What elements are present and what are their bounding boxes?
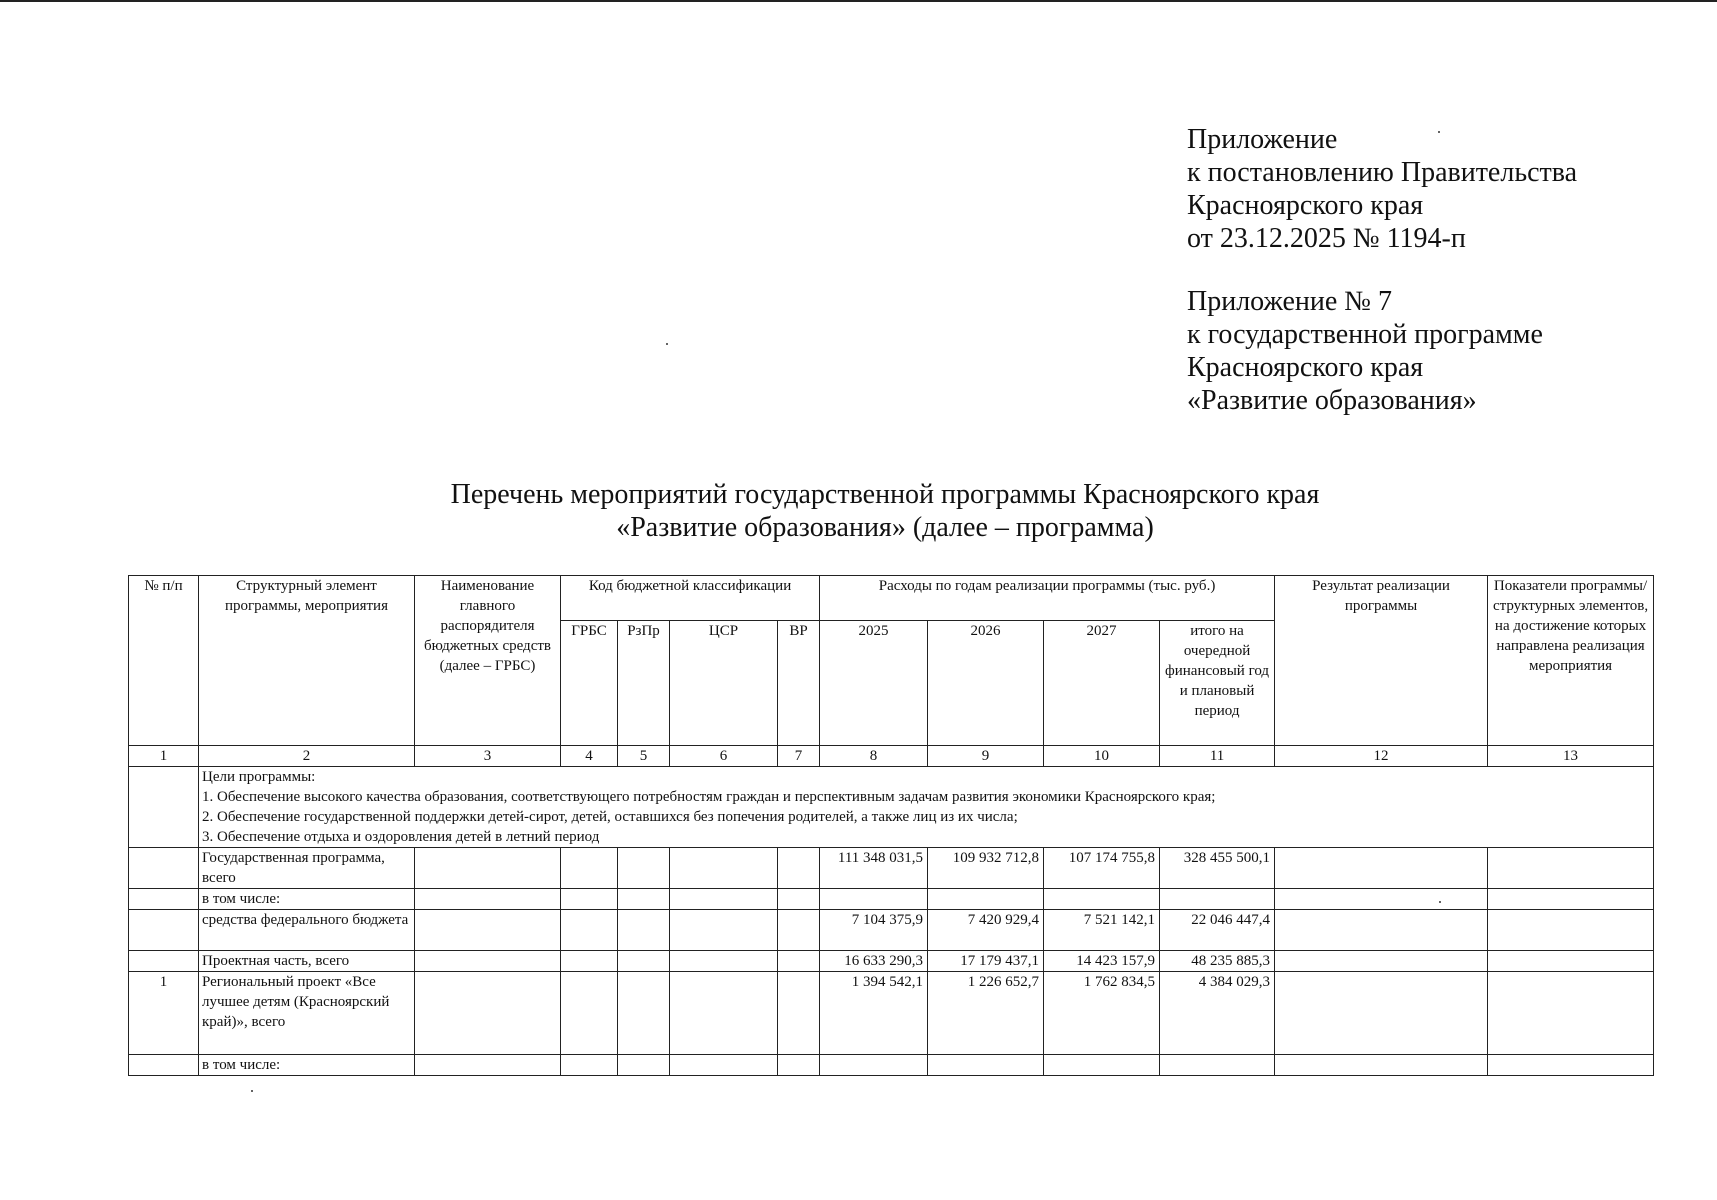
- scan-speck: [1439, 901, 1441, 903]
- goals-empty-cell: [129, 767, 199, 848]
- empty-cell: [670, 1055, 778, 1076]
- empty-cell: [778, 1055, 820, 1076]
- empty-cell: [778, 910, 820, 951]
- column-number: 13: [1488, 746, 1654, 767]
- row-value-total: 22 046 447,4: [1160, 910, 1275, 951]
- header-result: Результат реализации программы: [1275, 576, 1488, 746]
- header-expenses: Расходы по годам реализации программы (тыс. руб.): [820, 576, 1275, 621]
- empty-cell: [618, 848, 670, 889]
- row-value-2027: 14 423 157,9: [1044, 951, 1160, 972]
- table-row: [129, 1055, 1654, 1076]
- column-number: 5: [618, 746, 670, 767]
- empty-cell: [778, 889, 820, 910]
- appendix-block-program: [1187, 285, 1543, 417]
- column-number: 12: [1275, 746, 1488, 767]
- goals-row: [129, 767, 1654, 848]
- header-num: № п/п: [129, 576, 199, 746]
- goals-heading: Цели программы:: [202, 769, 316, 785]
- row-value-2027: 1 762 834,5: [1044, 972, 1160, 1055]
- measures-table: [128, 575, 1654, 1076]
- column-number: 9: [928, 746, 1044, 767]
- empty-cell: [1275, 972, 1488, 1055]
- column-number: 2: [199, 746, 415, 767]
- empty-cell: [1488, 972, 1654, 1055]
- table-row: [129, 848, 1654, 889]
- appendix-line: к постановлению Правительства: [1187, 157, 1578, 188]
- scan-speck: [666, 343, 668, 345]
- column-number: 1: [129, 746, 199, 767]
- empty-cell: [561, 910, 618, 951]
- row-value-2025: 1 394 542,1: [820, 972, 928, 1055]
- header-vr: ВР: [778, 621, 820, 746]
- row-value-2026: 7 420 929,4: [928, 910, 1044, 951]
- empty-cell: [1488, 910, 1654, 951]
- row-value-2025: 16 633 290,3: [820, 951, 928, 972]
- goal-item: 1. Обеспечение высокого качества образования, соответствующего потребностям граждан и перспективным задачам развития экономики Красноярского края;: [202, 789, 1216, 805]
- row-name: Проектная часть, всего: [199, 951, 415, 972]
- row-value-total: [1160, 1055, 1275, 1076]
- empty-cell: [778, 848, 820, 889]
- row-value-2025: 7 104 375,9: [820, 910, 928, 951]
- table-row: [129, 910, 1654, 951]
- row-value-2026: 1 226 652,7: [928, 972, 1044, 1055]
- appendix-line: Красноярского края: [1187, 190, 1424, 221]
- empty-cell: [618, 910, 670, 951]
- empty-cell: [1275, 848, 1488, 889]
- empty-cell: [1488, 951, 1654, 972]
- empty-cell: [561, 889, 618, 910]
- column-number: 10: [1044, 746, 1160, 767]
- column-number: 6: [670, 746, 778, 767]
- empty-cell: [778, 972, 820, 1055]
- empty-cell: [1275, 951, 1488, 972]
- empty-cell: [561, 1055, 618, 1076]
- goals-cell: [199, 767, 1654, 848]
- header-grbs-name: Наименование главного распорядителя бюджетных средств (далее – ГРБС): [415, 576, 561, 746]
- row-value-total: [1160, 889, 1275, 910]
- row-name: в том числе:: [199, 889, 415, 910]
- empty-cell: [415, 1055, 561, 1076]
- header-csr: ЦСР: [670, 621, 778, 746]
- empty-cell: [561, 848, 618, 889]
- empty-cell: [415, 848, 561, 889]
- header-2026: 2026: [928, 621, 1044, 746]
- empty-cell: [415, 910, 561, 951]
- scan-speck: [251, 1090, 253, 1092]
- empty-cell: [1488, 1055, 1654, 1076]
- row-value-2025: 111 348 031,5: [820, 848, 928, 889]
- goal-item: 3. Обеспечение отдыха и оздоровления детей в летний период: [202, 829, 600, 845]
- table-row: [129, 889, 1654, 910]
- row-num: [129, 910, 199, 951]
- empty-cell: [618, 951, 670, 972]
- header-total: итого на очередной финансовый год и плановый период: [1160, 621, 1275, 746]
- header-indicators: Показатели программы/ структурных элементов, на достижение которых направлена реализация мероприятия: [1488, 576, 1654, 746]
- row-value-total: 48 235 885,3: [1160, 951, 1275, 972]
- scan-speck: [1438, 131, 1440, 133]
- header-2025: 2025: [820, 621, 928, 746]
- row-value-2026: [928, 1055, 1044, 1076]
- header-budget-code: Код бюджетной классификации: [561, 576, 820, 621]
- empty-cell: [670, 972, 778, 1055]
- row-num: [129, 848, 199, 889]
- row-value-2026: 17 179 437,1: [928, 951, 1044, 972]
- column-number: 11: [1160, 746, 1275, 767]
- document-title: [0, 478, 1717, 544]
- column-number: 8: [820, 746, 928, 767]
- empty-cell: [1275, 1055, 1488, 1076]
- row-value-2025: [820, 1055, 928, 1076]
- empty-cell: [415, 951, 561, 972]
- row-value-2027: [1044, 889, 1160, 910]
- row-value-2027: 107 174 755,8: [1044, 848, 1160, 889]
- table-row: [129, 972, 1654, 1055]
- row-value-total: 4 384 029,3: [1160, 972, 1275, 1055]
- row-name: средства федерального бюджета: [199, 910, 415, 951]
- title-line: Перечень мероприятий государственной программы Красноярского края: [450, 479, 1320, 510]
- empty-cell: [618, 889, 670, 910]
- row-num: 1: [129, 972, 199, 1055]
- goal-item: 2. Обеспечение государственной поддержки детей-сирот, детей, оставшихся без попечения родителей, а также лиц из их числа;: [202, 809, 1018, 825]
- empty-cell: [670, 889, 778, 910]
- appendix-line: Приложение: [1187, 124, 1338, 155]
- empty-cell: [1275, 910, 1488, 951]
- appendix-line: «Развитие образования»: [1187, 385, 1477, 416]
- row-num: [129, 1055, 199, 1076]
- row-name: в том числе:: [199, 1055, 415, 1076]
- table-row: [129, 951, 1654, 972]
- row-num: [129, 889, 199, 910]
- column-number: 3: [415, 746, 561, 767]
- header-rzpr: РзПр: [618, 621, 670, 746]
- row-value-2025: [820, 889, 928, 910]
- title-line: «Развитие образования» (далее – программа): [616, 512, 1154, 543]
- column-number: 7: [778, 746, 820, 767]
- header-element: Структурный элемент программы, мероприятия: [199, 576, 415, 746]
- empty-cell: [561, 951, 618, 972]
- appendix-line: Приложение № 7: [1187, 286, 1392, 317]
- empty-cell: [670, 848, 778, 889]
- row-value-2027: [1044, 1055, 1160, 1076]
- empty-cell: [1488, 889, 1654, 910]
- empty-cell: [670, 951, 778, 972]
- column-number: 4: [561, 746, 618, 767]
- column-number-row: [129, 746, 1654, 767]
- empty-cell: [778, 951, 820, 972]
- empty-cell: [415, 972, 561, 1055]
- header-2027: 2027: [1044, 621, 1160, 746]
- row-value-2027: 7 521 142,1: [1044, 910, 1160, 951]
- empty-cell: [1488, 848, 1654, 889]
- appendix-line: Красноярского края: [1187, 352, 1424, 383]
- row-num: [129, 951, 199, 972]
- row-value-2026: [928, 889, 1044, 910]
- header-grbs: ГРБС: [561, 621, 618, 746]
- row-name: Государственная программа, всего: [199, 848, 415, 889]
- page-top-edge: [0, 0, 1717, 2]
- row-value-2026: 109 932 712,8: [928, 848, 1044, 889]
- row-name: Региональный проект «Все лучшее детям (Красноярский край)», всего: [199, 972, 415, 1055]
- empty-cell: [415, 889, 561, 910]
- empty-cell: [561, 972, 618, 1055]
- empty-cell: [618, 1055, 670, 1076]
- appendix-line: от 23.12.2025 № 1194-п: [1187, 223, 1466, 254]
- appendix-block-resolution: [1187, 123, 1577, 255]
- appendix-line: к государственной программе: [1187, 319, 1543, 350]
- row-value-total: 328 455 500,1: [1160, 848, 1275, 889]
- empty-cell: [670, 910, 778, 951]
- empty-cell: [1275, 889, 1488, 910]
- empty-cell: [618, 972, 670, 1055]
